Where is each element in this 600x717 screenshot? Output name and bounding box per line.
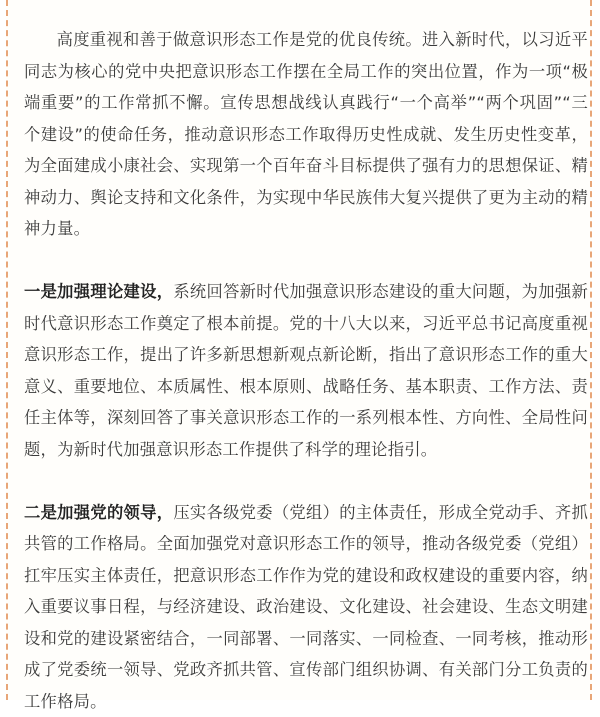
paragraph-gap [24, 245, 588, 277]
article-body [24, 24, 588, 717]
section-1-paragraph [24, 276, 588, 465]
section-2-lead: 二是加强党的领导， [24, 503, 173, 522]
intro-paragraph: 高度重视和善于做意识形态工作是党的优良传统。进入新时代，以习近平同志为核心的党中央把意识形态工作摆在全局工作的突出位置，作为一项“极端重要”的工作常抓不懈。宣传思想战线认真践行“一个高举”“两个巩固”“三个建设”的使命任务，推动意识形态工作取得历史性成就、发生历史性变革，为全面建成小康社会、实现第一个百年奋斗目标提供了强有力的思想保证、精神动力、舆论支持和文化条件，为实现中华民族伟大复兴提供了更为主动的精神力量。 [24, 24, 588, 245]
article-frame [6, 0, 592, 700]
section-2-text: 压实各级党委（党组）的主体责任，形成全党动手、齐抓共管的工作格局。全面加强党对意识形态工作的领导，推动各级党委（党组）扛牢压实主体责任，把意识形态工作作为党的建设和政权建设的重要内容，纳入重要议事日程，与经济建设、政治建设、文化建设、社会建设、生态文明建设和党的建设紧密结合，一同部署、一同落实、一同检查、一同考核，推动形成了党委统一领导、党政齐抓共管、宣传部门组织协调、有关部门分工负责的工作格局。 [24, 503, 588, 711]
section-2-paragraph [24, 497, 588, 717]
paragraph-gap [24, 465, 588, 497]
section-1-text: 系统回答新时代加强意识形态建设的重大问题，为加强新时代意识形态工作奠定了根本前提。党的十八大以来，习近平总书记高度重视意识形态工作，提出了许多新思想新观点新论断，指出了意识形态工作的重大意义、重要地位、本质属性、根本原则、战略任务、基本职责、工作方法、责任主体等，深刻回答了事关意识形态工作的一系列根本性、方向性、全局性问题，为新时代加强意识形态工作提供了科学的理论指引。 [24, 282, 588, 459]
section-1-lead: 一是加强理论建设， [24, 282, 173, 301]
